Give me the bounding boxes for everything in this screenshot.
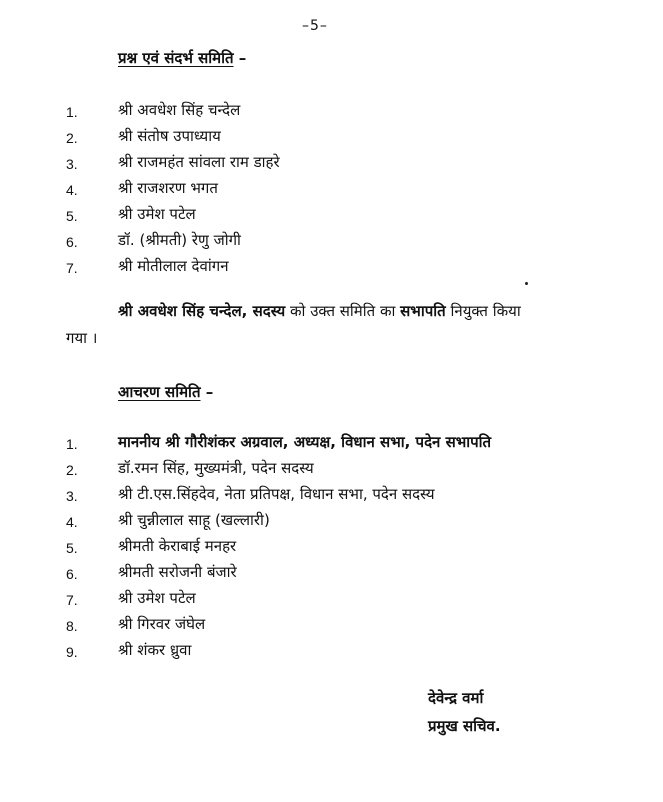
list-item bbox=[0, 536, 600, 560]
list-item-name: श्री राजमहंत सांवला राम डाहरे bbox=[118, 153, 280, 171]
list-item-number: 4. bbox=[66, 514, 78, 530]
list-item-name: श्री अवधेश सिंह चन्देल bbox=[118, 101, 241, 119]
list-item-number: 5. bbox=[66, 208, 78, 224]
list-item bbox=[0, 562, 600, 586]
list-item-name: श्री राजशरण भगत bbox=[118, 179, 218, 197]
list-item-name: माननीय श्री गौरीशंकर अग्रवाल, अध्यक्ष, विधान सभा, पदेन सभापति bbox=[118, 433, 492, 451]
list-item-name: श्री टी.एस.सिंहदेव, नेता प्रतिपक्ष, विधान सभा, पदेन सदस्य bbox=[118, 485, 435, 503]
appointment-text-end: नियुक्त किया bbox=[450, 302, 521, 320]
list-item-number: 1. bbox=[66, 104, 78, 120]
section-heading-question-reference-committee bbox=[118, 48, 246, 68]
list-item bbox=[0, 640, 600, 664]
list-item-name: डॉ. (श्रीमती) रेणु जोगी bbox=[118, 231, 241, 249]
stray-ink-mark bbox=[525, 282, 528, 285]
list-item-number: 7. bbox=[66, 592, 78, 608]
list-item-number: 3. bbox=[66, 488, 78, 504]
page-number: –5– bbox=[302, 18, 328, 34]
appointee-role: सभापति bbox=[400, 302, 446, 320]
appointee-name: श्री अवधेश सिंह चन्देल, सदस्य bbox=[118, 302, 286, 320]
list-item-number: 7. bbox=[66, 260, 78, 276]
list-item-name: श्री उमेश पटेल bbox=[118, 589, 196, 607]
list-item bbox=[0, 458, 600, 482]
appointment-line-1 bbox=[66, 298, 640, 325]
section-heading-dash: – bbox=[205, 383, 214, 401]
signatory-name: देवेन्द्र वर्मा bbox=[428, 689, 484, 707]
list-item-name: श्री मोतीलाल देवांगन bbox=[118, 257, 229, 275]
appointment-text-middle: को उक्त समिति का bbox=[290, 302, 396, 320]
list-item bbox=[0, 230, 600, 254]
list-item-number: 2. bbox=[66, 462, 78, 478]
list-item-number: 3. bbox=[66, 156, 78, 172]
section-heading-ethics-committee bbox=[118, 382, 213, 402]
list-item-name: श्रीमती केराबाई मनहर bbox=[118, 537, 237, 555]
list-item bbox=[0, 178, 600, 202]
appointment-line-2: गया । bbox=[66, 329, 98, 347]
list-item bbox=[0, 126, 600, 150]
list-item-name: श्रीमती सरोजनी बंजारे bbox=[118, 563, 237, 581]
list-item bbox=[0, 204, 600, 228]
list-item-number: 5. bbox=[66, 540, 78, 556]
list-item bbox=[0, 588, 600, 612]
section-heading-dash: – bbox=[238, 49, 247, 67]
list-item-name: श्री चुन्नीलाल साहू (खल्लारी) bbox=[118, 511, 270, 529]
list-item-number: 2. bbox=[66, 130, 78, 146]
list-item-name: श्री शंकर ध्रुवा bbox=[118, 641, 192, 659]
list-item-number: 6. bbox=[66, 234, 78, 250]
list-item bbox=[0, 256, 600, 280]
list-item-name: श्री उमेश पटेल bbox=[118, 205, 196, 223]
list-item bbox=[0, 152, 600, 176]
section-heading-text: आचरण समिति bbox=[118, 383, 201, 401]
list-item bbox=[0, 510, 600, 534]
list-item bbox=[0, 432, 600, 456]
list-item-number: 8. bbox=[66, 618, 78, 634]
section-heading-text: प्रश्न एवं संदर्भ समिति bbox=[118, 49, 234, 67]
appointment-paragraph bbox=[66, 298, 640, 352]
list-item bbox=[0, 484, 600, 508]
signatory-designation: प्रमुख सचिव. bbox=[428, 717, 501, 735]
list-item bbox=[0, 614, 600, 638]
list-item-name: डॉ.रमन सिंह, मुख्यमंत्री, पदेन सदस्य bbox=[118, 459, 314, 477]
list-item-number: 9. bbox=[66, 644, 78, 660]
list-item-number: 6. bbox=[66, 566, 78, 582]
list-item-name: श्री संतोष उपाध्याय bbox=[118, 127, 221, 145]
list-item-number: 1. bbox=[66, 436, 78, 452]
list-item-number: 4. bbox=[66, 182, 78, 198]
list-item-name: श्री गिरवर जंघेल bbox=[118, 615, 206, 633]
list-item bbox=[0, 100, 600, 124]
